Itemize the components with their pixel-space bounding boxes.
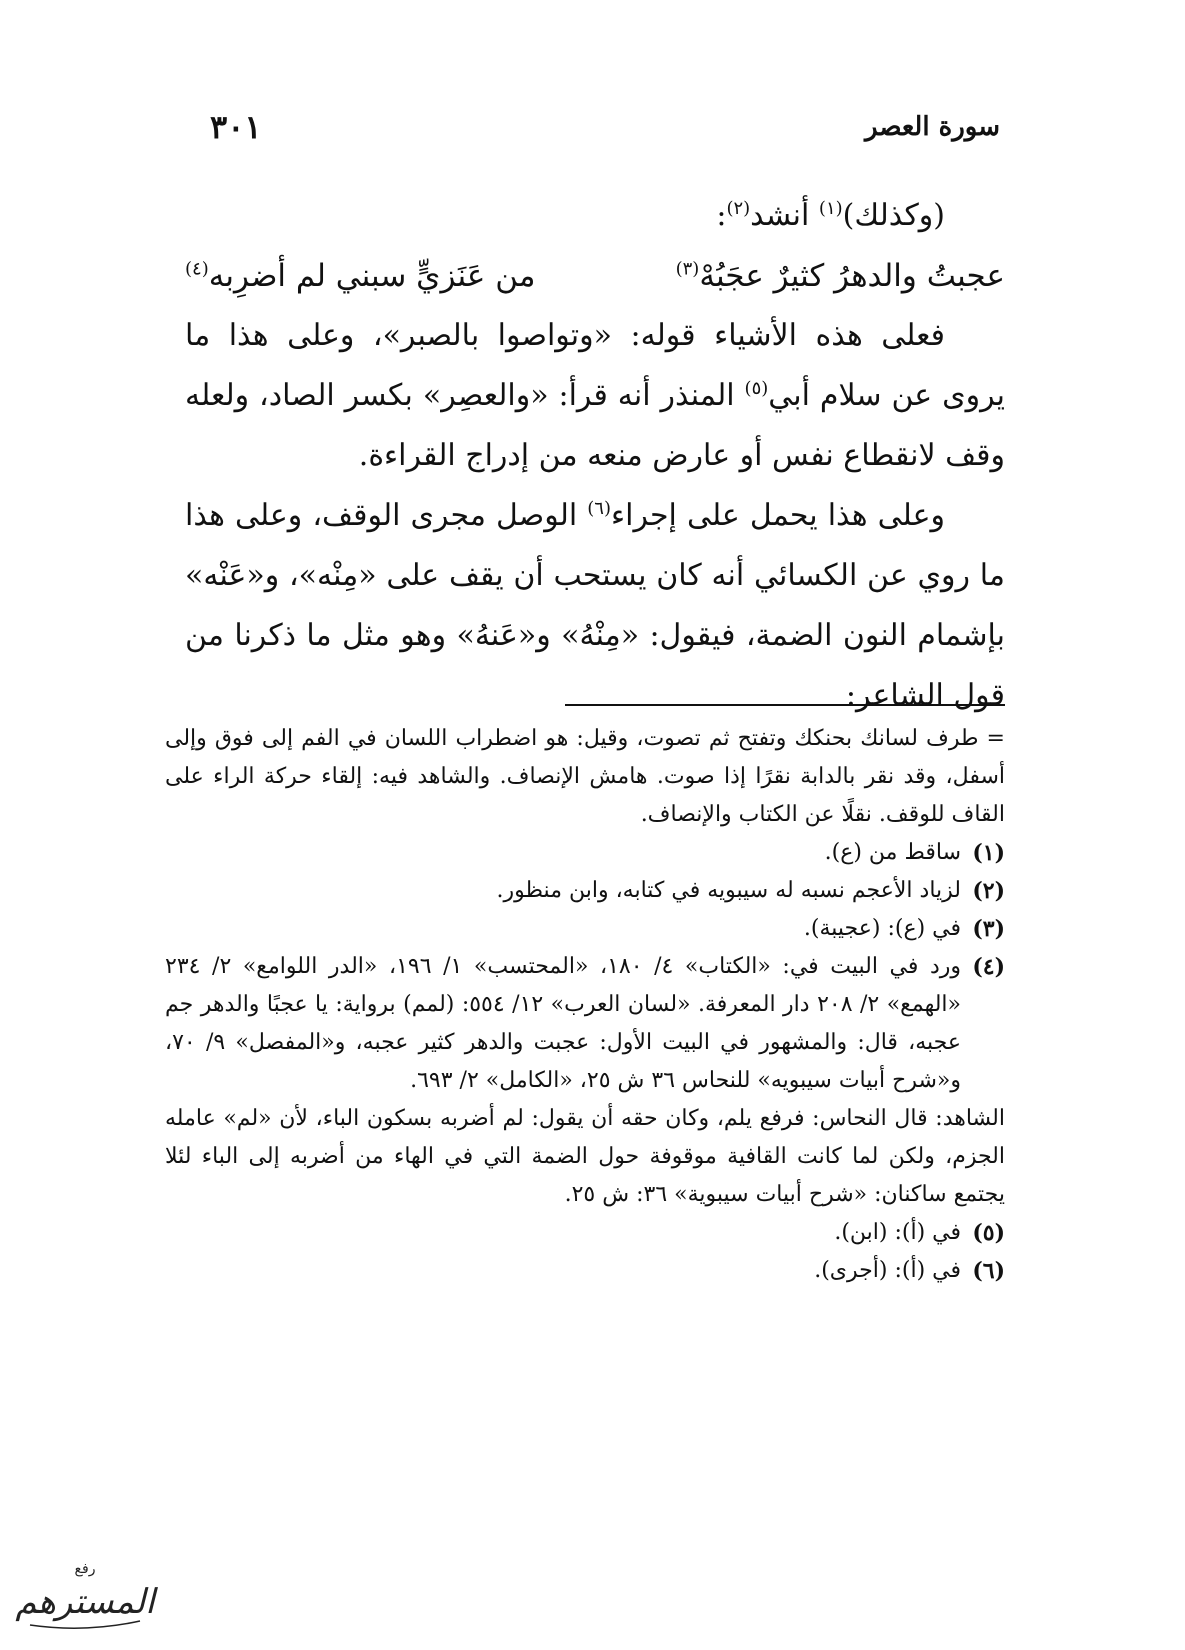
running-title: سورة العصر bbox=[864, 112, 1000, 142]
footnote-shahid: الشاهد: قال النحاس: فرفع يلم، وكان حقه أن يقول: لم أضربه بسكون الباء، لأن «لم» عامله الجزم، ولكن لما كانت القافية موقوفة حول الضمة التي في الهاء من أضربه إلى الباء لئلا يجتمع ساكنان: «شرح أبيات سيبوية» ٣٦: ش ٢٥. bbox=[165, 1106, 1005, 1207]
footnote-ref: (١) bbox=[818, 198, 843, 219]
logo-subtext: رفع bbox=[74, 1561, 96, 1577]
logo-text: المسترهم bbox=[15, 1582, 155, 1622]
footnote-number: (٢) bbox=[972, 878, 1005, 904]
footnote-number: (٤) bbox=[972, 954, 1005, 980]
poetry-verse bbox=[185, 246, 1005, 306]
footnote-continuation: = طرف لسانك بحنكك وتفتح ثم تصوت، وقيل: هو اضطراب اللسان في الفم إلى فوق وإلى أسفل، وقد نقر بالدابة نقرًا إذا صوت. هامش الإنصاف. والشاهد فيه: إلقاء حركة الراء على القاف للوقف. نقلًا عن الكتاب والإنصاف. bbox=[165, 726, 1005, 827]
footnote-divider bbox=[565, 704, 1005, 706]
verse-second-hemistich bbox=[185, 246, 535, 306]
footnotes bbox=[165, 720, 1005, 1290]
intro-end: : bbox=[716, 198, 727, 233]
footnote-ref: (٢) bbox=[726, 198, 751, 219]
intro-word-2: أنشد bbox=[750, 198, 819, 233]
footnote-number: (١) bbox=[972, 840, 1005, 866]
logo-flourish bbox=[30, 1621, 140, 1628]
footnote-number: (٣) bbox=[972, 916, 1005, 942]
footnote-ref: (٤) bbox=[185, 258, 209, 280]
paragraph bbox=[185, 306, 1005, 486]
paragraph bbox=[185, 486, 1005, 726]
page-number: ٣٠١ bbox=[210, 108, 262, 146]
footnote-ref: (٥) bbox=[744, 378, 769, 399]
footnote-item bbox=[165, 948, 1005, 1100]
footnote-text: لزياد الأعجم نسبه له سيبويه في كتابه، وابن منظور. bbox=[496, 878, 961, 903]
intro-line bbox=[185, 186, 1005, 246]
verse-right-text: عجبتُ والدهرُ كثيرٌ عجَبُهْ bbox=[699, 258, 1005, 294]
running-head bbox=[210, 108, 1000, 156]
paragraph-text: فعلى هذه الأشياء قوله: «وتواصوا بالصبر»، وعلى هذا ما يروى عن سلام أبي bbox=[185, 318, 1005, 413]
verse-first-hemistich bbox=[676, 246, 1005, 306]
paragraph-text: المنذر أنه قرأ: «والعصِر» بكسر الصاد، ولعله وقف لانقطاع نفس أو عارض منعه من إدراج القراءة. bbox=[185, 378, 1005, 473]
footnote-text: في (أ): (ابن). bbox=[834, 1220, 961, 1245]
footnote-text: ورد في البيت في: «الكتاب» ٤/ ١٨٠، «المحتسب» ١/ ١٩٦، «الدر اللوامع» ٢/ ٢٣٤ «الهمع» ٢/ ٢٠٨ دار المعرفة. «لسان العرب» ١٢/ ٥٥٤: (لمم) برواية: يا عجبًا والدهر جم عجبه، قال: والمشهور في البيت الأول: عجبت والدهر كثير عجبه، و«المفصل» ٩/ ٧٠، و«شرح أبيات سيبويه» للنحاس ٣٦ ش ٢٥، «الكامل» ٢/ ٦٩٣. bbox=[165, 954, 962, 1093]
footnote-text: ساقط من (ع). bbox=[824, 840, 961, 865]
main-text bbox=[185, 186, 1005, 726]
footnote-text: في (ع): (عجيبة). bbox=[803, 916, 961, 941]
footnote-number: (٥) bbox=[972, 1220, 1005, 1246]
footnote-item bbox=[165, 1252, 1005, 1290]
paragraph-text: الوصل مجرى الوقف، وعلى هذا ما روي عن الكسائي أنه كان يستحب أن يقف على «مِنْه»، و«عَنْه» بإشمام النون الضمة، فيقول: «مِنْهُ» و«عَنهُ» وهو مثل ما ذكرنا من قول الشاعر: bbox=[185, 498, 1005, 713]
calligraphy-logo bbox=[10, 1555, 160, 1635]
footnote-number: (٦) bbox=[972, 1258, 1005, 1284]
footnote-ref: (٣) bbox=[675, 258, 700, 280]
footnote-text: في (أ): (أجرى). bbox=[814, 1258, 961, 1283]
footnote-item bbox=[165, 834, 1005, 872]
footnote-ref: (٦) bbox=[587, 498, 611, 519]
footnote-item bbox=[165, 1214, 1005, 1252]
paragraph-text: وعلى هذا يحمل على إجراء bbox=[611, 498, 945, 533]
verse-left-text: من عَنَزيٍّ سبني لم أضرِبه bbox=[208, 258, 536, 294]
footnote-item bbox=[165, 910, 1005, 948]
intro-word: (وكذلك) bbox=[842, 198, 945, 233]
footnote-item bbox=[165, 872, 1005, 910]
